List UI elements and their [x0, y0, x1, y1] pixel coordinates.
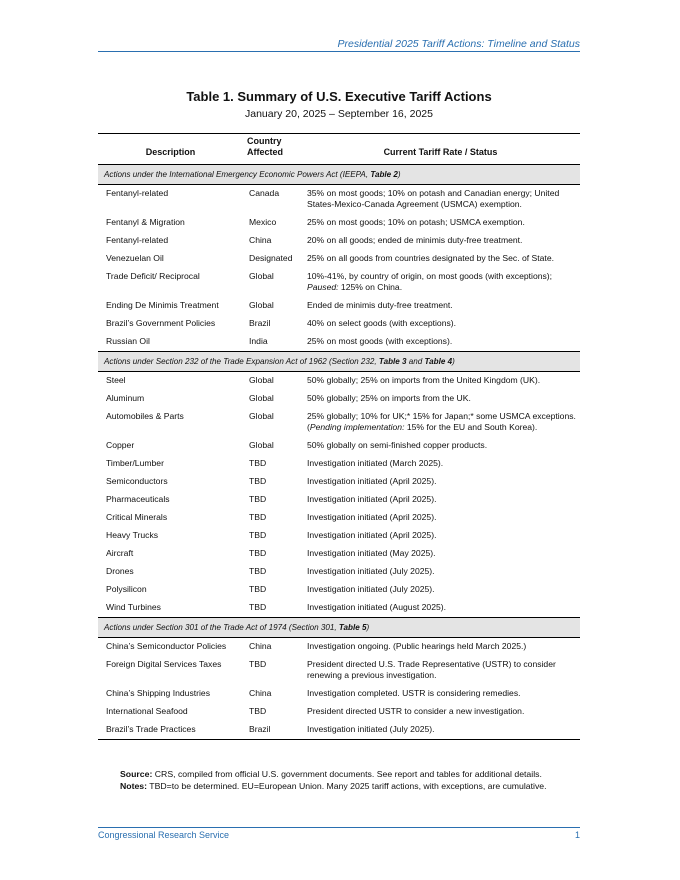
rate-text: Investigation initiated (April 2025).	[307, 530, 437, 540]
rate-text: 25% on most goods; 10% on potash; USMCA exemption.	[307, 217, 525, 227]
notes-label: Notes:	[120, 780, 148, 791]
tariff-table	[98, 133, 580, 740]
table-notes	[120, 769, 580, 792]
rate-text: Investigation initiated (April 2025).	[307, 512, 437, 522]
cell-country: Global	[249, 411, 274, 421]
cell-description: Wind Turbines	[106, 602, 161, 612]
table-body	[98, 165, 580, 740]
table-row	[98, 333, 580, 352]
rate-text: Investigation initiated (July 2025).	[307, 724, 435, 734]
rate-text: Investigation ongoing. (Public hearings held March 2025.)	[307, 641, 527, 651]
section-heading-text: and	[406, 357, 425, 366]
table-subtitle: January 20, 2025 – September 16, 2025	[245, 108, 433, 120]
source-label: Source:	[120, 769, 153, 779]
section-heading-text: )	[366, 623, 370, 632]
rate-text: 50% globally on semi-finished copper products.	[307, 440, 488, 450]
cell-country: TBD	[249, 602, 267, 612]
table-row	[98, 473, 580, 491]
table-row	[98, 408, 580, 437]
footer-publisher: Congressional Research Service	[98, 830, 230, 840]
table-row	[98, 638, 580, 657]
cell-rate	[301, 437, 580, 455]
rate-text: Investigation initiated (July 2025).	[307, 566, 435, 576]
cell-rate	[301, 491, 580, 509]
cell-description: Steel	[106, 375, 126, 385]
section-heading	[98, 165, 580, 185]
section-heading	[98, 352, 580, 372]
rate-text: 50% globally; 25% on imports from the United Kingdom (UK).	[307, 375, 541, 385]
rate-text-tail: 15% for the EU and South Korea).	[404, 422, 538, 432]
table-row	[98, 297, 580, 315]
cell-country: China	[249, 641, 272, 651]
header-rule	[98, 51, 580, 52]
cell-description: Foreign Digital Services Taxes	[106, 659, 222, 669]
cell-country: Mexico	[249, 217, 277, 227]
rate-text: Investigation initiated (May 2025).	[307, 548, 436, 558]
cell-description: Trade Deficit/ Reciprocal	[106, 271, 200, 281]
cell-country: Brazil	[249, 318, 271, 328]
cell-rate	[301, 333, 580, 352]
table-title: Table 1. Summary of U.S. Executive Tariff Actions	[186, 89, 492, 104]
cell-description: Aluminum	[106, 393, 145, 403]
cell-description: Automobiles & Parts	[106, 411, 184, 421]
rate-text: 35% on most goods; 10% on potash and Canadian energy; United States-Mexico-Canada Agreement (USMCA) exemption.	[307, 188, 560, 209]
rate-emphasis: Paused:	[307, 282, 339, 292]
cell-country: TBD	[249, 476, 267, 486]
cell-description: Fentanyl-related	[106, 235, 169, 245]
cell-country: TBD	[249, 512, 267, 522]
table-row	[98, 390, 580, 408]
cell-rate	[301, 563, 580, 581]
rate-text: Investigation completed. USTR is considering remedies.	[307, 688, 521, 698]
table-row	[98, 527, 580, 545]
cell-country: Global	[249, 271, 274, 281]
table-row	[98, 437, 580, 455]
table-row	[98, 455, 580, 473]
cell-rate	[301, 185, 580, 215]
cell-country: India	[249, 336, 268, 346]
rate-text: 25% on most goods (with exceptions).	[307, 336, 453, 346]
running-header: Presidential 2025 Tariff Actions: Timeline and Status	[337, 38, 580, 50]
table-row	[98, 545, 580, 563]
section-heading-text: Actions under Section 301 of the Trade Act of 1974 (Section 301,	[104, 623, 339, 632]
cell-description: Copper	[106, 440, 135, 450]
cell-country: TBD	[249, 566, 267, 576]
section-table-ref: Table 3	[378, 357, 407, 366]
cell-description: Drones	[106, 566, 134, 576]
cell-description: Russian Oil	[106, 336, 150, 346]
rate-text: 40% on select goods (with exceptions).	[307, 318, 457, 328]
cell-rate	[301, 581, 580, 599]
cell-rate	[301, 685, 580, 703]
section-heading	[98, 618, 580, 638]
cell-country: Global	[249, 300, 274, 310]
cell-description: Fentanyl & Migration	[106, 217, 185, 227]
table-row	[98, 703, 580, 721]
table-row	[98, 268, 580, 297]
cell-country: TBD	[249, 530, 267, 540]
section-table-ref: Table 5	[338, 623, 367, 632]
cell-rate	[301, 527, 580, 545]
cell-country: Global	[249, 440, 274, 450]
section-heading-text: )	[452, 357, 455, 366]
rate-text: Investigation initiated (March 2025).	[307, 458, 444, 468]
cell-description: Venezuelan Oil	[106, 253, 164, 263]
cell-description: Brazil’s Government Policies	[106, 318, 216, 328]
section-table-ref: Table 4	[424, 357, 453, 366]
cell-description: Brazil’s Trade Practices	[98, 721, 243, 740]
cell-description: Fentanyl-related	[106, 188, 169, 198]
table-row	[98, 232, 580, 250]
rate-text: 20% on all goods; ended de minimis duty-free treatment.	[307, 235, 523, 245]
rate-text: Investigation initiated (August 2025).	[307, 602, 447, 612]
cell-rate	[301, 390, 580, 408]
section-heading-text: Actions under Section 232 of the Trade Expansion Act of 1962 (Section 232,	[104, 357, 379, 366]
rate-emphasis: Pending implementation:	[309, 422, 405, 432]
footer-rule	[98, 827, 580, 828]
cell-description: Pharmaceuticals	[106, 494, 170, 504]
cell-country: China	[249, 235, 272, 245]
cell-rate	[301, 721, 580, 740]
column-header-country: Country Affected	[243, 134, 301, 165]
table-row	[98, 491, 580, 509]
cell-country: TBD	[249, 458, 267, 468]
cell-country: Global	[249, 393, 274, 403]
source-text: CRS, compiled from official U.S. government documents. See report and tables for additional details.	[152, 769, 542, 779]
rate-text-tail: 125% on China.	[338, 282, 403, 292]
cell-country: TBD	[249, 584, 267, 594]
cell-rate	[301, 297, 580, 315]
cell-rate	[301, 509, 580, 527]
rate-text: Ended de minimis duty-free treatment.	[307, 300, 453, 310]
cell-rate	[301, 268, 580, 297]
table-row	[98, 685, 580, 703]
cell-country: Canada	[249, 188, 280, 198]
rate-text: 25% on all goods from countries designated by the Sec. of State.	[307, 253, 554, 263]
rate-text: President directed USTR to consider a new investigation.	[307, 706, 525, 716]
rate-text: 50% globally; 25% on imports from the UK.	[307, 393, 471, 403]
cell-rate	[301, 455, 580, 473]
cell-description: Heavy Trucks	[106, 530, 159, 540]
page-number: 1	[574, 830, 580, 840]
table-row	[98, 721, 580, 740]
rate-text: 25% globally; 10% for UK;* 15% for Japan;* some USMCA exceptions. (	[307, 411, 576, 432]
table-row	[98, 185, 580, 215]
section-table-ref: Table 2	[370, 170, 398, 179]
table-row	[98, 656, 580, 685]
notes-note	[120, 781, 580, 793]
cell-rate	[301, 703, 580, 721]
cell-country: Brazil	[243, 721, 301, 740]
source-note	[120, 769, 580, 781]
rate-text: Investigation initiated (April 2025).	[307, 494, 437, 504]
cell-country: China	[249, 688, 272, 698]
section-heading-row	[98, 165, 580, 185]
section-heading-text: )	[397, 170, 401, 179]
column-header-description: Description	[98, 134, 243, 165]
rate-text: Investigation initiated (July 2025).	[307, 584, 435, 594]
cell-description: Ending De Minimis Treatment	[106, 300, 219, 310]
table-header-row	[98, 134, 580, 165]
cell-rate	[301, 545, 580, 563]
table-row	[98, 563, 580, 581]
cell-rate	[301, 214, 580, 232]
cell-description: International Seafood	[106, 706, 188, 716]
table-row	[98, 315, 580, 333]
rate-text: President directed U.S. Trade Representative (USTR) to consider renewing a previous investigation.	[307, 659, 556, 680]
cell-country: Global	[249, 375, 274, 385]
section-heading-text: Actions under the International Emergency Economic Powers Act (IEEPA,	[104, 170, 371, 179]
table-row	[98, 581, 580, 599]
cell-country: TBD	[249, 706, 267, 716]
table-row	[98, 509, 580, 527]
cell-rate	[301, 372, 580, 391]
table-row	[98, 372, 580, 391]
cell-rate	[301, 232, 580, 250]
table-row	[98, 250, 580, 268]
cell-rate	[301, 408, 580, 437]
cell-rate	[301, 250, 580, 268]
cell-rate	[301, 315, 580, 333]
cell-rate	[301, 638, 580, 657]
section-heading-row	[98, 618, 580, 638]
column-header-rate: Current Tariff Rate / Status	[301, 134, 580, 165]
cell-description: China’s Shipping Industries	[106, 688, 210, 698]
cell-country: Designated	[249, 253, 293, 263]
cell-description: Semiconductors	[106, 476, 168, 486]
cell-rate	[301, 599, 580, 618]
cell-description: Timber/Lumber	[106, 458, 164, 468]
cell-description: Aircraft	[106, 548, 134, 558]
cell-rate	[301, 656, 580, 685]
rate-text: Investigation initiated (April 2025).	[307, 476, 437, 486]
cell-country: TBD	[249, 659, 267, 669]
table-row	[98, 214, 580, 232]
section-heading-row	[98, 352, 580, 372]
cell-country: TBD	[249, 494, 267, 504]
cell-description: China’s Semiconductor Policies	[106, 641, 227, 651]
rate-text: 10%-41%, by country of origin, on most goods (with exceptions);	[307, 271, 553, 281]
cell-country: TBD	[249, 548, 267, 558]
table-row	[98, 599, 580, 618]
notes-text: TBD=to be determined. EU=European Union. Many 2025 tariff actions, with exceptions, are cumulative.	[147, 780, 547, 791]
cell-rate	[301, 473, 580, 491]
cell-description: Polysilicon	[106, 584, 147, 594]
cell-description: Critical Minerals	[106, 512, 168, 522]
